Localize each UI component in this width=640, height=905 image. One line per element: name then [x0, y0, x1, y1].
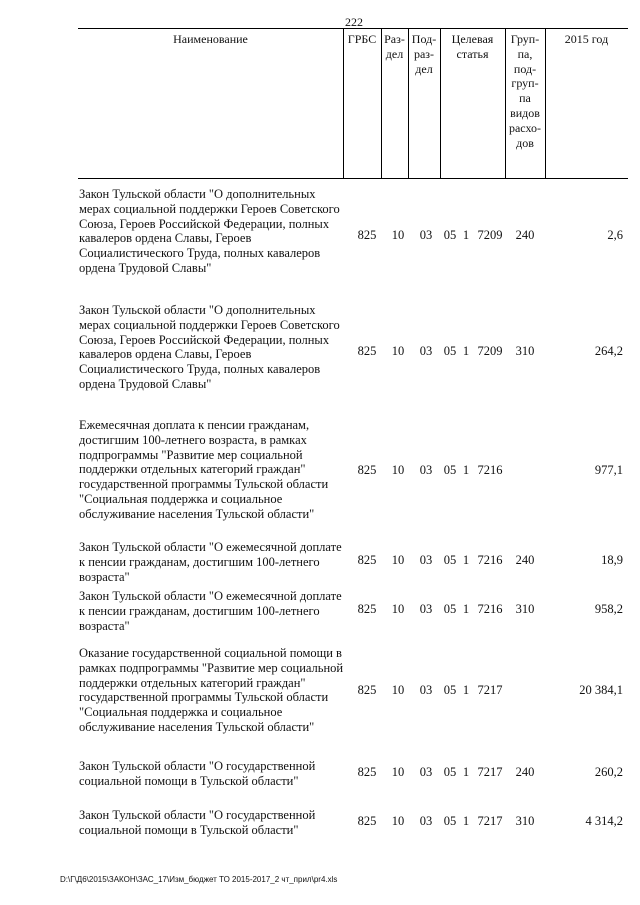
row-grbs: 825	[357, 463, 377, 477]
row-grbs: 825	[357, 228, 377, 242]
row-podrazdel: 03	[419, 765, 433, 779]
row-podrazdel: 03	[419, 463, 433, 477]
col-divider	[343, 29, 344, 178]
row-t2: 1	[462, 228, 470, 242]
row-t2: 1	[462, 814, 470, 828]
row-amount: 260,2	[594, 765, 623, 779]
row-amount: 977,1	[594, 463, 623, 477]
row-razdel: 10	[391, 602, 405, 616]
row-grbs: 825	[357, 814, 377, 828]
row-t3: 7217	[477, 683, 503, 697]
row-t2: 1	[462, 765, 470, 779]
header-razdel: Раз- дел	[384, 32, 405, 61]
row-podrazdel: 03	[419, 344, 433, 358]
row-grbs: 825	[357, 553, 377, 567]
row-amount: 958,2	[594, 602, 623, 616]
row-name: Закон Тульской области "О ежемесячной доплате к пенсии гражданам, достигшим 100-летнего возраста"	[79, 540, 342, 584]
row-podrazdel: 03	[419, 228, 433, 242]
row-razdel: 10	[391, 228, 405, 242]
row-podrazdel: 03	[419, 553, 433, 567]
row-name: Закон Тульской области "О государственной социальной помощи в Тульской области"	[79, 759, 316, 788]
file-path-footer: D:\Г\Д6\2015\ЗАКОН\ЗАС_17\Изм_бюджет ТО 2015-2017_2 чт_прил\pr4.xls	[60, 875, 338, 884]
row-razdel: 10	[391, 463, 405, 477]
row-razdel: 10	[391, 765, 405, 779]
page-number: 222	[345, 15, 363, 29]
row-group: 240	[515, 553, 535, 567]
row-grbs: 825	[357, 765, 377, 779]
row-t1: 05	[443, 228, 457, 242]
row-t1: 05	[443, 344, 457, 358]
row-amount: 2,6	[607, 228, 623, 242]
row-amount: 264,2	[594, 344, 623, 358]
row-group: 240	[515, 765, 535, 779]
row-name: Закон Тульской области "О ежемесячной доплате к пенсии гражданам, достигшим 100-летнего возраста"	[79, 589, 342, 633]
row-t2: 1	[462, 463, 470, 477]
row-t3: 7216	[477, 553, 503, 567]
row-name: Ежемесячная доплата к пенсии гражданам, достигшим 100-летнего возраста, в рамках подпрограммы "Развитие мер социальной поддержки отдельных категорий граждан" государственной программы Тульской области "Социальная поддержка и социальное обслуживание населения Тульской области"	[79, 418, 329, 521]
row-t2: 1	[462, 683, 470, 697]
row-podrazdel: 03	[419, 602, 433, 616]
row-t1: 05	[443, 463, 457, 477]
header-grbs: ГРБС	[347, 32, 377, 46]
row-razdel: 10	[391, 814, 405, 828]
row-amount: 4 314,2	[585, 814, 623, 828]
header-target: Целевая статья	[451, 32, 494, 61]
row-name: Оказание государственной социальной помощи в рамках подпрограммы "Развитие мер социальной поддержки отдельных категорий граждан" государственной программы Тульской области "Социальная поддержка и социальное обслуживание населения Тульской области"	[79, 646, 344, 734]
row-t2: 1	[462, 553, 470, 567]
row-razdel: 10	[391, 553, 405, 567]
row-grbs: 825	[357, 602, 377, 616]
header-group: Груп- па, под- груп- па видов расхо- дов	[508, 32, 542, 150]
row-grbs: 825	[357, 683, 377, 697]
row-t3: 7209	[477, 228, 503, 242]
row-grbs: 825	[357, 344, 377, 358]
row-group: 310	[515, 602, 535, 616]
row-name: Закон Тульской области "О дополнительных мерах социальной поддержки Героев Советского Союза, Героев Российской Федерации, полных кавалеров ордена Славы, Героев Социалистического Труда, полных кавалеров ордена Трудовой Славы"	[79, 187, 340, 275]
col-divider	[545, 29, 546, 178]
row-amount: 18,9	[601, 553, 623, 567]
row-razdel: 10	[391, 683, 405, 697]
row-t1: 05	[443, 683, 457, 697]
row-razdel: 10	[391, 344, 405, 358]
row-t3: 7216	[477, 463, 503, 477]
row-t3: 7217	[477, 814, 503, 828]
row-podrazdel: 03	[419, 683, 433, 697]
row-podrazdel: 03	[419, 814, 433, 828]
row-name: Закон Тульской области "О дополнительных мерах социальной поддержки Героев Советского Союза, Героев Российской Федерации, полных кавалеров ордена Славы, Героев Социалистического Труда, полных кавалеров ордена Трудовой Славы"	[79, 303, 340, 391]
row-t3: 7209	[477, 344, 503, 358]
row-name: Закон Тульской области "О государственной социальной помощи в Тульской области"	[79, 808, 316, 837]
row-amount: 20 384,1	[579, 683, 623, 697]
row-t2: 1	[462, 344, 470, 358]
row-t2: 1	[462, 602, 470, 616]
row-t3: 7216	[477, 602, 503, 616]
row-t3: 7217	[477, 765, 503, 779]
row-group: 240	[515, 228, 535, 242]
header-name: Наименование	[173, 32, 248, 46]
row-t1: 05	[443, 765, 457, 779]
row-t1: 05	[443, 814, 457, 828]
header-podrazdel: Под- раз- дел	[411, 32, 437, 76]
row-t1: 05	[443, 553, 457, 567]
row-t1: 05	[443, 602, 457, 616]
header-year: 2015 год	[564, 32, 609, 46]
table-header	[78, 28, 628, 179]
row-group: 310	[515, 814, 535, 828]
row-group: 310	[515, 344, 535, 358]
